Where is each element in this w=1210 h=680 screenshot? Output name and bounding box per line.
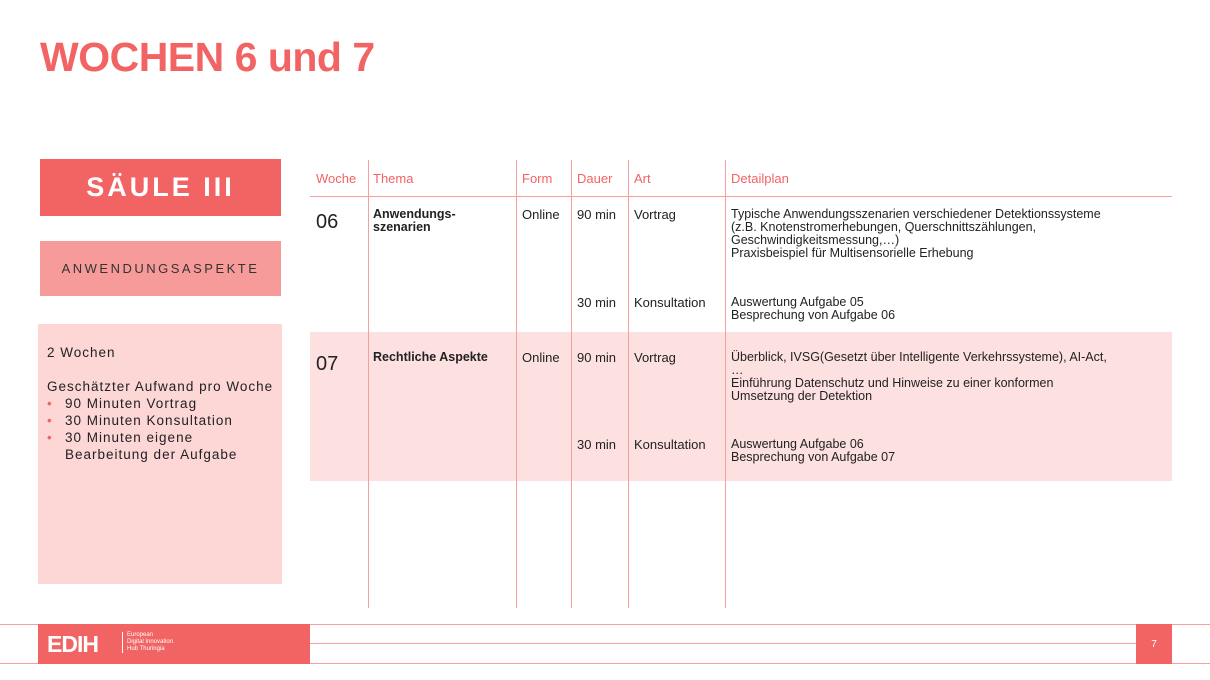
session-type: Vortrag xyxy=(634,207,676,222)
header-woche: Woche xyxy=(316,171,357,186)
session-type: Konsultation xyxy=(634,295,706,310)
header-thema: Thema xyxy=(373,171,414,186)
page-number: 7 xyxy=(1136,624,1172,664)
column-divider xyxy=(368,160,369,608)
bullet-icon: • xyxy=(47,413,53,428)
effort-list xyxy=(47,395,274,463)
list-item: • 30 Minuten Konsultation xyxy=(47,413,233,428)
detail-plan: Überblick, IVSG(Gesetzt über Intelligente Verkehrssysteme), AI-Act, … Einführung Datenschutz und Hinweise zu einer konformen Umsetzung der Detektion xyxy=(731,350,1107,403)
column-divider xyxy=(725,160,726,608)
format: Online xyxy=(522,350,560,365)
header-dauer: Dauer xyxy=(577,171,613,186)
detail-plan: Typische Anwendungsszenarien verschiedener Detektionssysteme (z.B. Knotenstromerhebungen, Querschnittszählungen, Geschwindigkeitsmessung,…) Praxisbeispiel für Multisensorielle Erhebung xyxy=(731,207,1101,260)
format: Online xyxy=(522,207,560,222)
detail-plan: Auswertung Aufgabe 05 Besprechung von Aufgabe 06 xyxy=(731,295,896,322)
pillar-badge: SÄULE III xyxy=(40,159,281,216)
week-number: 06 xyxy=(316,211,339,233)
column-divider xyxy=(571,160,572,608)
column-divider xyxy=(628,160,629,608)
list-item: • 90 Minuten Vortrag xyxy=(47,396,198,411)
session-type: Konsultation xyxy=(634,437,706,452)
topic: Anwendungs- szenarien xyxy=(373,207,456,234)
topic: Rechtliche Aspekte xyxy=(373,350,488,364)
detail-plan: Auswertung Aufgabe 06 Besprechung von Aufgabe 07 xyxy=(731,437,896,464)
pillar-subtitle: ANWENDUNGSASPEKTE xyxy=(40,241,281,296)
duration: 30 min xyxy=(577,437,617,452)
session-type: Vortrag xyxy=(634,350,676,365)
duration: 30 min xyxy=(577,295,617,310)
edih-logo-text: EDIH xyxy=(47,631,98,657)
footer-divider xyxy=(310,643,1136,644)
table-header xyxy=(310,160,1172,197)
duration: 90 min xyxy=(577,207,617,222)
footer-logo xyxy=(38,624,310,664)
week-number: 07 xyxy=(316,353,339,375)
slide-title: WOCHEN 6 und 7 xyxy=(40,34,375,80)
duration-text: 2 Wochen xyxy=(47,345,116,360)
header-art: Art xyxy=(634,171,651,186)
column-divider xyxy=(516,160,517,608)
schedule-table xyxy=(310,160,1172,608)
header-form: Form xyxy=(522,171,553,186)
duration: 90 min xyxy=(577,350,617,365)
bullet-icon: • xyxy=(47,396,53,411)
header-detailplan: Detailplan xyxy=(731,171,789,186)
bullet-icon: • xyxy=(47,430,53,445)
effort-info-box xyxy=(38,324,282,584)
edih-logo-subtitle: European Digital Innovation Hub Thuringia xyxy=(122,632,173,653)
effort-heading: Geschätzter Aufwand pro Woche xyxy=(47,379,274,394)
list-item: • 30 Minuten eigene Bearbeitung der Aufgabe xyxy=(47,430,238,462)
